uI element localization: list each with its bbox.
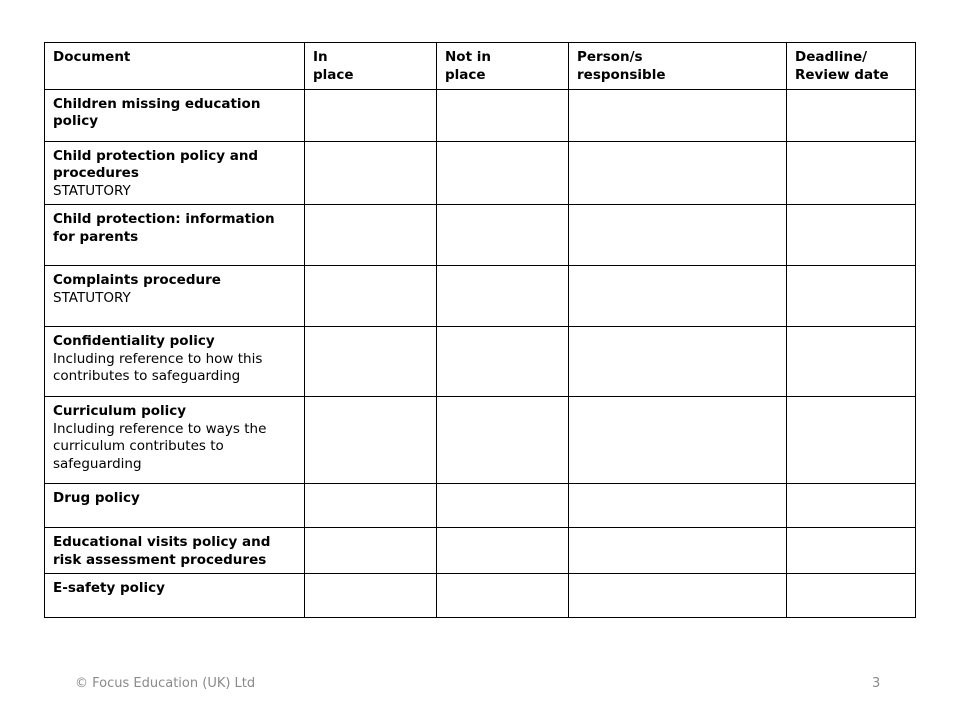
cell-not-in-place[interactable]	[437, 89, 569, 141]
cell-person-responsible[interactable]	[569, 528, 787, 574]
column-header-deadline-review-date	[787, 43, 916, 90]
table-row	[45, 484, 916, 528]
document-subtitle: Including reference to how this contributes to safeguarding	[53, 350, 263, 385]
cell-person-responsible[interactable]	[569, 327, 787, 397]
table-body	[45, 89, 916, 618]
column-header-not-in-place-line-2: place	[445, 66, 486, 83]
table-row	[45, 89, 916, 141]
column-header-not-in-place-line-1: Not in	[445, 49, 491, 65]
cell-deadline-review-date[interactable]	[787, 89, 916, 141]
cell-document	[45, 528, 305, 574]
cell-deadline-review-date[interactable]	[787, 327, 916, 397]
policy-checklist-table	[44, 42, 916, 618]
column-header-not-in-place	[437, 43, 569, 90]
cell-deadline-review-date[interactable]	[787, 528, 916, 574]
document-title: Child protection: information for parents	[53, 211, 275, 245]
cell-in-place[interactable]	[305, 89, 437, 141]
cell-in-place[interactable]	[305, 266, 437, 327]
cell-in-place[interactable]	[305, 205, 437, 266]
footer-page-number: 3	[872, 676, 881, 691]
cell-document	[45, 266, 305, 327]
cell-not-in-place[interactable]	[437, 141, 569, 205]
cell-deadline-review-date[interactable]	[787, 141, 916, 205]
cell-in-place[interactable]	[305, 397, 437, 484]
cell-document	[45, 484, 305, 528]
table-row	[45, 327, 916, 397]
document-title: Child protection policy and procedures	[53, 147, 259, 182]
cell-document	[45, 397, 305, 484]
column-header-in-place-line-1: In	[313, 49, 328, 65]
cell-person-responsible[interactable]	[569, 141, 787, 205]
cell-not-in-place[interactable]	[437, 397, 569, 484]
table-row	[45, 266, 916, 327]
cell-in-place[interactable]	[305, 484, 437, 528]
cell-deadline-review-date[interactable]	[787, 205, 916, 266]
cell-in-place[interactable]	[305, 141, 437, 205]
column-header-person-responsible-line-2: responsible	[577, 66, 666, 83]
column-header-deadline-review-date-line-2: Review date	[795, 66, 889, 83]
document-subtitle: Including reference to ways the curriculum contributes to safeguarding	[53, 420, 267, 472]
cell-in-place[interactable]	[305, 574, 437, 618]
cell-document	[45, 574, 305, 618]
cell-deadline-review-date[interactable]	[787, 266, 916, 327]
column-header-person-responsible	[569, 43, 787, 90]
cell-deadline-review-date[interactable]	[787, 484, 916, 528]
cell-person-responsible[interactable]	[569, 397, 787, 484]
table-row	[45, 397, 916, 484]
cell-in-place[interactable]	[305, 528, 437, 574]
document-subtitle: STATUTORY	[53, 182, 131, 199]
document-title: Children missing education policy	[53, 95, 261, 130]
cell-not-in-place[interactable]	[437, 327, 569, 397]
document-subtitle: STATUTORY	[53, 289, 131, 306]
cell-not-in-place[interactable]	[437, 484, 569, 528]
column-header-document-line-1: Document	[53, 49, 131, 65]
cell-not-in-place[interactable]	[437, 266, 569, 327]
table-row	[45, 574, 916, 618]
cell-in-place[interactable]	[305, 327, 437, 397]
cell-deadline-review-date[interactable]	[787, 397, 916, 484]
cell-person-responsible[interactable]	[569, 205, 787, 266]
cell-person-responsible[interactable]	[569, 89, 787, 141]
cell-document	[45, 89, 305, 141]
document-title: Drug policy	[53, 490, 140, 507]
column-header-document	[45, 43, 305, 90]
document-title: Educational visits policy and risk assessment procedures	[53, 534, 271, 568]
table-header-row	[45, 43, 916, 90]
document-title: Complaints procedure	[53, 272, 221, 289]
cell-not-in-place[interactable]	[437, 574, 569, 618]
document-title: Confidentiality policy	[53, 333, 215, 350]
document-title: Curriculum policy	[53, 403, 187, 420]
cell-person-responsible[interactable]	[569, 484, 787, 528]
table-row	[45, 528, 916, 574]
cell-document	[45, 327, 305, 397]
cell-person-responsible[interactable]	[569, 266, 787, 327]
table-header	[45, 43, 916, 90]
cell-not-in-place[interactable]	[437, 528, 569, 574]
column-header-deadline-review-date-line-1: Deadline/	[795, 49, 868, 65]
column-header-person-responsible-line-1: Person/s	[577, 49, 643, 65]
footer-copyright: © Focus Education (UK) Ltd	[75, 676, 256, 691]
cell-deadline-review-date[interactable]	[787, 574, 916, 618]
cell-not-in-place[interactable]	[437, 205, 569, 266]
table-row	[45, 205, 916, 266]
table-row	[45, 141, 916, 205]
page-footer	[0, 670, 960, 704]
cell-person-responsible[interactable]	[569, 574, 787, 618]
document-title: E-safety policy	[53, 580, 165, 597]
column-header-in-place	[305, 43, 437, 90]
cell-document	[45, 205, 305, 266]
cell-document	[45, 141, 305, 205]
column-header-in-place-line-2: place	[313, 66, 354, 83]
